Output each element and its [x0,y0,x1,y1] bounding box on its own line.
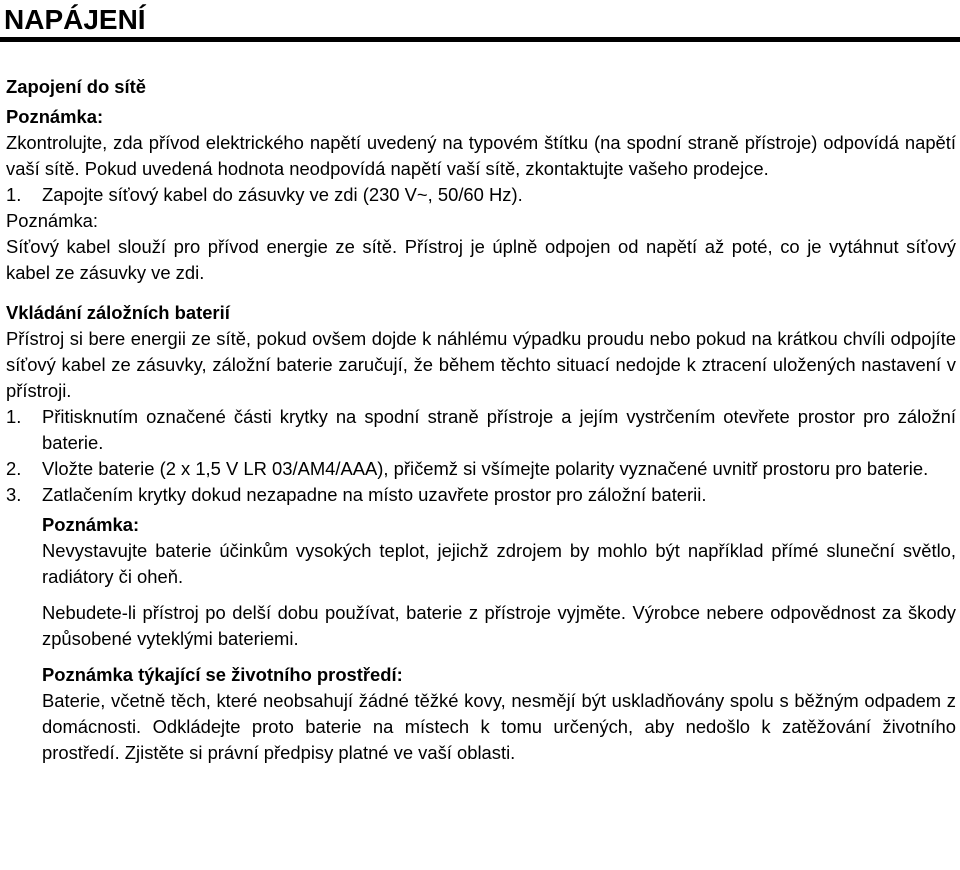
backup-intro-text: Přístroj si bere energii ze sítě, pokud ovšem dojde k náhlému výpadku proudu nebo pokud na krátkou chvíli odpojíte síťový kabel ze zásuvky, záložní baterie zaručují, že během těchto situací nedojde k ztracení uložených nastavení v přístroji. [6,328,956,401]
step-text: Vložte baterie (2 x 1,5 V LR 03/AM4/AAA), přičemž si všímejte polarity vyznačené uvnitř prostoru pro baterie. [42,458,929,479]
section-heading-backup-batteries: Vkládání záložních baterií [6,302,230,323]
note-text-voltage-check: Zkontrolujte, zda přívod elektrického napětí uvedený na typovém štítku (na spodní straně přístroje) odpovídá napětí vaší sítě. Pokud uvedená hodnota neodpovídá napětí vaší sítě, zkontaktujte vašeho prodejce. [6,132,956,179]
mains-steps-list [6,182,956,208]
note-label: Poznámka: [42,514,140,535]
step-number: 3. [6,484,22,505]
note-text-remove-batteries: Nebudete-li přístroj po delší dobu používat, baterie z přístroje vyjměte. Výrobce nebere odpovědnost za škody způsobené vyteklými bateriemi. [42,602,956,649]
note-label: Poznámka: [6,210,98,231]
environment-note-label: Poznámka týkající se životního prostředí: [42,664,403,685]
section-heading-mains: Zapojení do sítě [6,76,146,97]
note-label: Poznámka: [6,106,104,127]
title-underline-rule [0,37,960,42]
note-text-heat-warning: Nevystavujte baterie účinkům vysokých teplot, jejichž zdrojem by mohlo být například přímé sluneční světlo, radiátory či oheň. [42,540,956,587]
environment-note-text: Baterie, včetně těch, které neobsahují žádné těžké kovy, nesmějí být uskladňovány spolu s běžným odpadem z domácnosti. Odkládejte proto baterie na místech k tomu určených, aby nedošlo k zatěžování životního prostředí. Zjistěte si právní předpisy platné ve vaší oblasti. [42,690,956,763]
list-item [6,404,956,456]
step-text: Zapojte síťový kabel do zásuvky ve zdi (230 V~, 50/60 Hz). [42,184,523,205]
step-number: 1. [6,184,22,205]
step-text: Přitisknutím označené části krytky na spodní straně přístroje a jejím vystrčením otevřete prostor pro záložní baterie. [42,406,956,453]
list-item [6,482,956,508]
page-title: NAPÁJENÍ [4,4,146,35]
battery-steps-list [6,404,956,508]
list-item [6,456,956,482]
list-item [6,182,956,208]
step-number: 2. [6,458,22,479]
step-number: 1. [6,406,22,427]
note-text-power-cable: Síťový kabel slouží pro přívod energie ze sítě. Přístroj je úplně odpojen od napětí až poté, co je vytáhnut síťový kabel ze zásuvky ve zdi. [6,236,956,283]
step-text: Zatlačením krytky dokud nezapadne na místo uzavřete prostor pro záložní baterii. [42,484,707,505]
document-body [6,74,956,766]
